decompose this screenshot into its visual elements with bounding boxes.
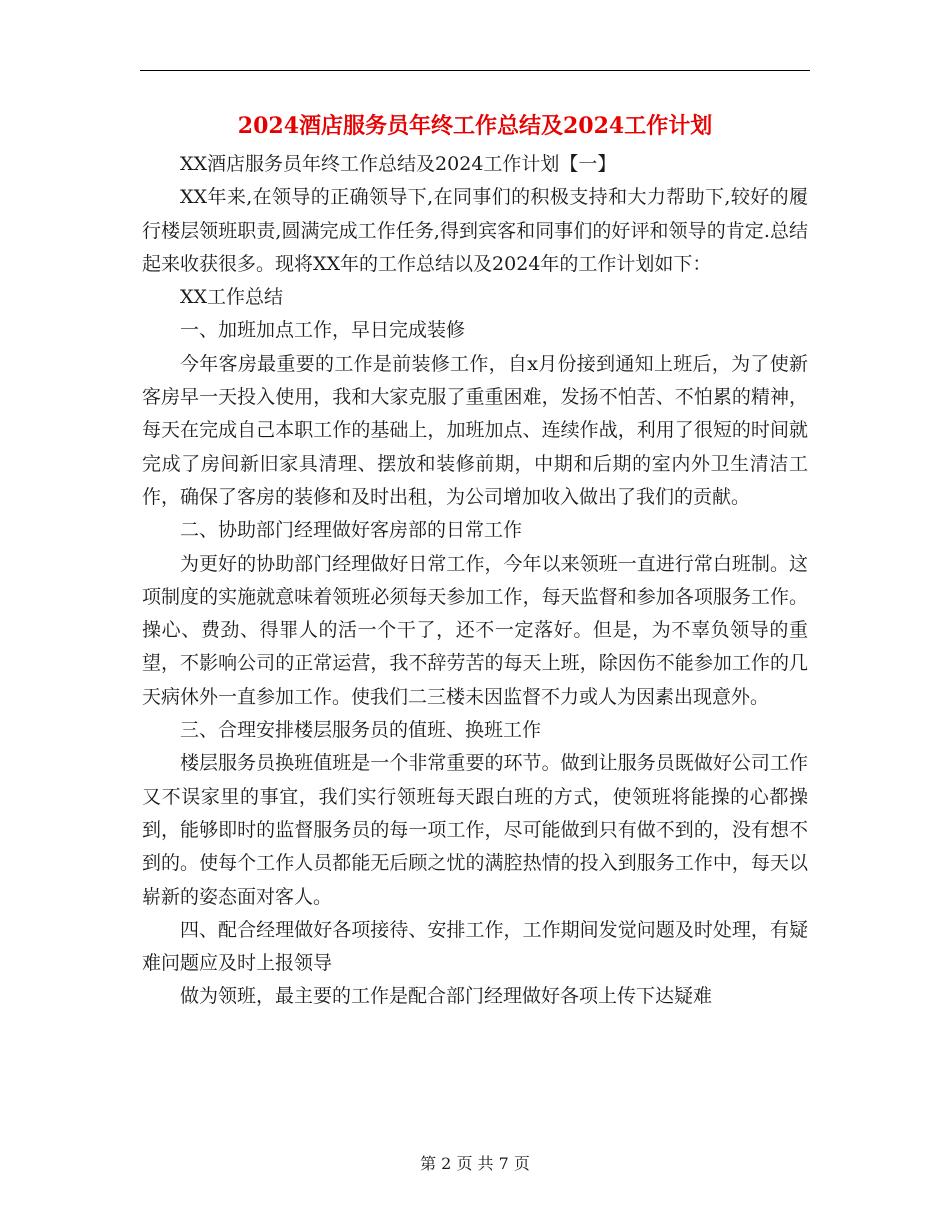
paragraph: 做为领班，最主要的工作是配合部门经理做好各项上传下达疑难 bbox=[180, 985, 713, 1008]
paragraph: 楼层服务员换班值班是一个非常重要的环节。做到让服务员既做好公司工作又不误家里的事宜，我们实行领班每天跟白班的方式，使领班将能操的心都操到，能够即时的监督服务员的每一项工作，尽可能做到只有做不到的，没有想不到的。使每个工作人员都能无后顾之忧的满腔热情的投入到服务工作中，每天以崭新的姿态面对客人。 bbox=[142, 752, 808, 908]
page-number-footer: 第 2 页 共 7 页 bbox=[420, 1154, 530, 1173]
document-body bbox=[142, 148, 808, 1014]
paragraph: XX工作总结 bbox=[180, 286, 284, 309]
paragraph: 四、配合经理做好各项接待、安排工作，工作期间发觉问题及时处理，有疑难问题应及时上报领导 bbox=[142, 918, 808, 975]
paragraph: XX酒店服务员年终工作总结及2024工作计划【一】 bbox=[180, 153, 617, 175]
paragraph: 一、加班加点工作，早日完成装修 bbox=[180, 319, 466, 342]
paragraph: 为更好的协助部门经理做好日常工作，今年以来领班一直进行常白班制。这项制度的实施就意味着领班必须每天参加工作，每天监督和参加各项服务工作。操心、费劲、得罪人的活一个干了，还不一定落好。但是，为不辜负领导的重望，不影响公司的正常运营，我不辞劳苦的每天上班，除因伤不能参加工作的几天病休外一直参加工作。使我们二三楼未因监督不力或人为因素出现意外。 bbox=[142, 552, 808, 708]
header-rule bbox=[140, 70, 810, 71]
paragraph: 今年客房最重要的工作是前装修工作，自x月份接到通知上班后，为了使新客房早一天投入使用，我和大家克服了重重困难，发扬不怕苦、不怕累的精神，每天在完成自己本职工作的基础上，加班加点、连续作战，利用了很短的时间就完成了房间新旧家具清理、摆放和装修前期，中期和后期的室内外卫生清洁工作，确保了客房的装修和及时出租，为公司增加收入做出了我们的贡献。 bbox=[142, 352, 808, 508]
document-title: 2024酒店服务员年终工作总结及2024工作计划 bbox=[237, 113, 713, 139]
paragraph: XX年来,在领导的正确领导下,在同事们的积极支持和大力帮助下,较好的履行楼层领班职责,圆满完成工作任务,得到宾客和同事们的好评和领导的肯定.总结起来收获很多。现将XX年的工作总结以及2024年的工作计划如下： bbox=[142, 186, 808, 275]
paragraph: 二、协助部门经理做好客房部的日常工作 bbox=[180, 519, 523, 542]
paragraph: 三、合理安排楼层服务员的值班、换班工作 bbox=[180, 719, 542, 742]
